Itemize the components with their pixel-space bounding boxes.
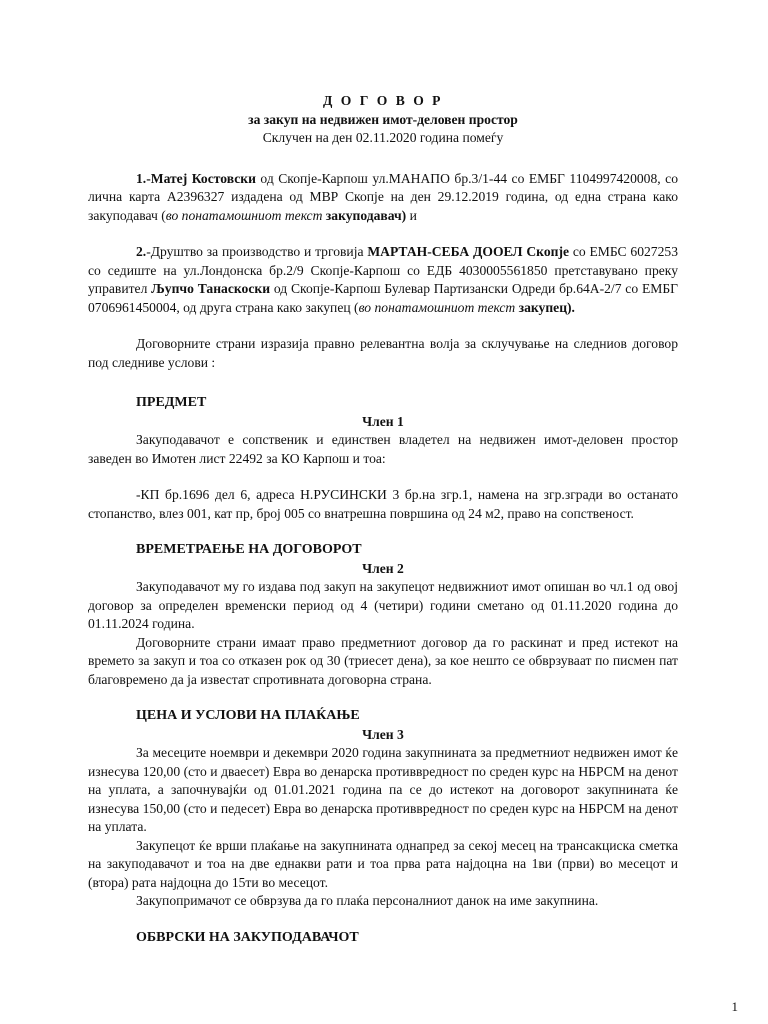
party-2-italic: во понатамошниот текст	[358, 299, 516, 315]
article-2-paragraph-1: Закуподавачот му го издава под закуп на закупецот недвижниот имот опишан во чл.1 од овој договор за определен временски период од 4 (четири) години сметано од 01.11.2020 година до 01.11.2024 година.	[88, 579, 678, 631]
party-1-paragraph	[88, 170, 678, 226]
article-3-label: Член 3	[362, 726, 404, 742]
section-heading-price: ЦЕНА И УСЛОВИ НА ПЛАЌАЊЕ	[136, 708, 360, 723]
party-2-paragraph	[88, 243, 678, 317]
article-1-paragraph-1: Закуподавачот е сопственик и единствен владетел на недвижен имот-деловен простор заведен во Имотен лист 22492 за КО Карпош и тоа:	[88, 432, 678, 466]
party-2-mid: со ЕМБС 6027253 со седиште на ул.Лондонска бр.2/9 Скопје-Карпош со ЕДБ 4030005561850 претставувано преку управител	[88, 244, 678, 296]
page-number: 1	[731, 998, 738, 1014]
party-1-role: закуподавач)	[322, 207, 407, 223]
party-2-manager: Љупчо Танаскоски	[151, 281, 271, 296]
document-title: Д О Г О В О Р	[323, 93, 443, 108]
document-body	[88, 92, 678, 947]
party-1-text: од Скопје-Карпош ул.МАНАПО бр.3/1-44 со ЕМБГ 1104997420008, со лична карта А2396327 издадена од МВР Скопје на ден 29.12.2019 година, од една страна како закуподавач (	[88, 170, 678, 223]
article-2-label: Член 2	[362, 560, 404, 576]
section-heading-duration: ВРЕМЕТРАЕЊЕ НА ДОГОВОРОТ	[136, 542, 362, 557]
party-2-pre: -Друштво за производство и трговија	[146, 244, 368, 259]
party-1-name: Матеј Костовски	[150, 170, 256, 186]
article-3-paragraph-2: Закупецот ќе врши плаќање на закупнината однапред за секој месец на трансакциска сметка на закуподавачот и тоа на две еднакви рати и тоа прва рата најдоцна на 1ви (први) во месецот и (втора) рата најдоцна до 15ти во месецот.	[88, 837, 678, 890]
party-1-italic: во понатамошниот текст	[165, 207, 323, 223]
intro-paragraph: Договорните страни изразија правно релевантна волја за склучување на следниов договор под следниве услови :	[88, 336, 678, 370]
party-2-text: од Скопје-Карпош Булевар Партизански Одреди бр.64А-2/7 со ЕМБГ 0706961450004, од друга страна како закупец (	[88, 281, 678, 315]
party-2-role: закупец).	[515, 299, 575, 315]
section-heading-subject: ПРЕДМЕТ	[136, 395, 207, 410]
section-heading-obligations: ОБВРСКИ НА ЗАКУПОДАВАЧОТ	[136, 929, 359, 945]
party-1-end: и	[406, 207, 417, 223]
article-1-paragraph-2: -КП бр.1696 дел 6, адреса Н.РУСИНСКИ 3 бр.на згр.1, намена на згр.згради во останато стопанство, влез 001, кат пр, број 005 со внатрешна површина од 24 м2, право на сопственост.	[88, 487, 678, 521]
party-1-number: 1.-	[136, 170, 151, 186]
party-2-company: МАРТАН-СЕБА ДООЕЛ Скопје	[367, 244, 570, 259]
concluded-line: Склучен на ден 02.11.2020 година помеѓу	[262, 130, 504, 145]
article-2-paragraph-2: Договорните страни имаат право предметниот договор да го раскинат и пред истекот на времето за закуп и тоа со отказен рок од 30 (триесет дена), за кое нешто се обврзуваат по писмен пат благовремено да ја известат спротивната договорна страна.	[88, 634, 678, 687]
article-1-label: Член 1	[362, 413, 404, 429]
party-2-number: 2.	[136, 244, 147, 259]
article-3-paragraph-1: За месеците ноември и декември 2020 година закупнината за предметниот недвижен имот ќе изнесува 120,00 (сто и дваесет) Евра во денарска противвредност по среден курс на НБРСМ на денот на уплата, а започнувајќи од 01.01.2021 година па се до истекот на договорот закупнината ќе изнесува 150,00 (сто и педесет) Евра во денарска противвредност по среден курс на НБРСМ на денот на уплата.	[88, 745, 678, 834]
article-3-paragraph-3: Закупопримачот се обврзува да го плаќа персоналниот данок на име закупнина.	[136, 893, 599, 908]
document-subtitle: за закуп на недвижен имот-деловен простор	[248, 111, 518, 127]
